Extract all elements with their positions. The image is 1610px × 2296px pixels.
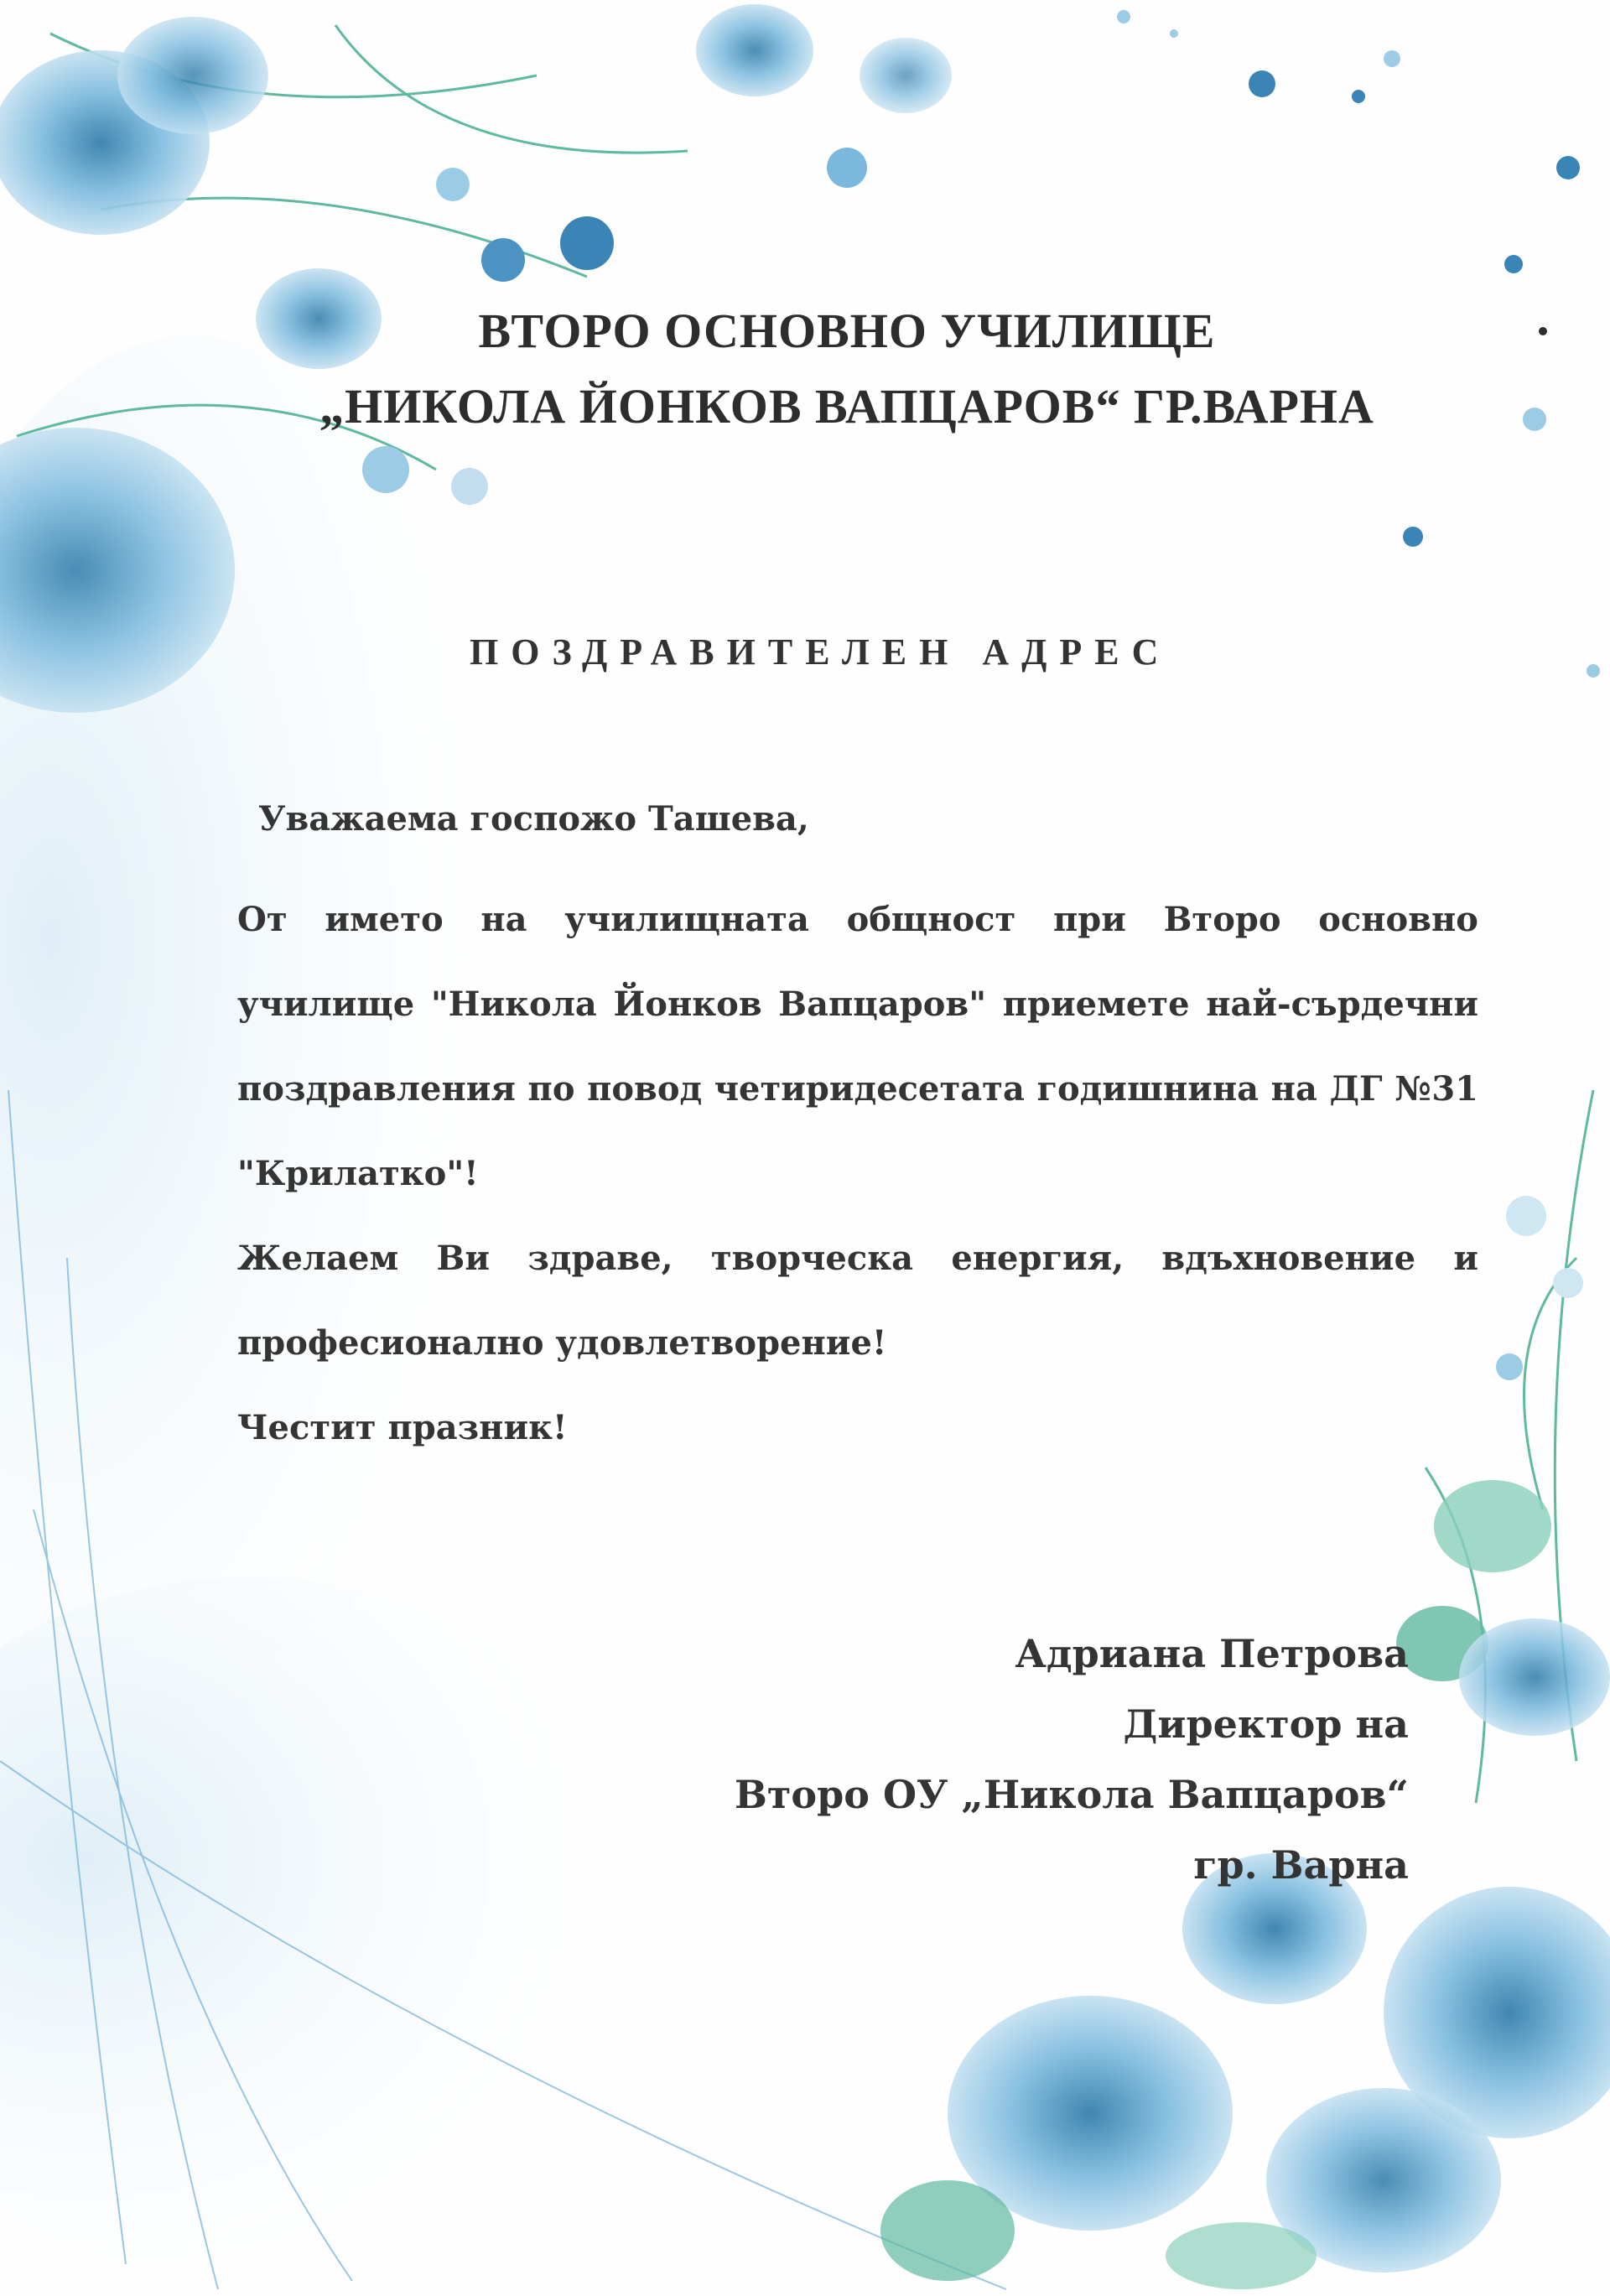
signatory-organization: Второ ОУ „Никола Вапцаров“ [735,1772,1409,1817]
school-name-line1: ВТОРО ОСНОВНО УЧИЛИЩЕ [478,304,1216,358]
watercolor-wash-bottom [0,1577,671,2281]
signature-block [735,1618,1409,1900]
school-name-line2: „НИКОЛА ЙОНКОВ ВАПЦАРОВ“ ГР.ВАРНА [319,379,1374,434]
signatory-position: Директор на [1123,1701,1409,1747]
document-heading: ПОЗДРАВИТЕЛЕН АДРЕС [470,631,1171,673]
signatory-city: гр. Варна [1193,1842,1409,1888]
greeting: Уважаема госпожо Ташева, [258,799,809,839]
flower-cluster-bottom-right [880,1853,1610,2289]
signatory-name: Адриана Петрова [1015,1631,1409,1676]
letter-body [237,877,1478,1470]
closing-line: Честит празник! [237,1408,568,1447]
body-paragraph-1: От името на училищната общност при Второ основно училище "Никола Йонков Вапцаров" приемете най-сърдечни поздравления по повод четиридесетата годишнина на ДГ №31 "Крилатко"! [237,900,1478,1193]
body-paragraph-2: Желаем Ви здраве, творческа енергия, вдъхновение и професионално удовлетворение! [237,1239,1478,1363]
